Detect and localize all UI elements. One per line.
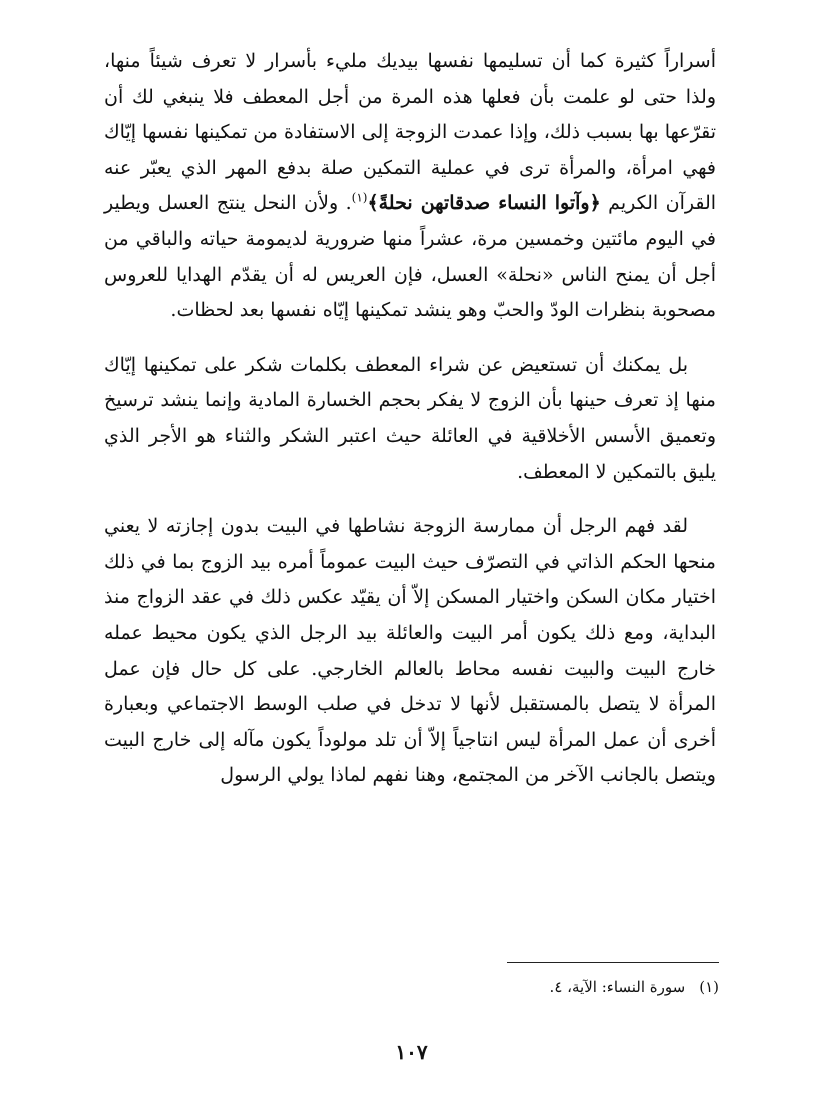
footnote — [107, 975, 719, 999]
paragraph-1-text-after-verse: . ولأن النحل ينتج العسل ويطير في اليوم مائتين وخمسين مرة، عشراً منها ضرورية لديمومة حياته والباقي من أجل أن يمنح الناس «نحلة» العسل، فإن العريس له أن يقدّم الهدايا للعروس مصحوبة بنظرات الودّ والحبّ وهو ينشد تمكينها إيّاه نفسها بعد لحظات. — [104, 192, 716, 322]
footnote-number: (١) — [699, 978, 719, 996]
body-text — [104, 44, 716, 794]
quran-verse: ﴿وآتوا النساء صدقاتهن نحلةً﴾ — [367, 192, 601, 215]
footnote-text: سورة النساء: الآية، ٤. — [549, 978, 686, 996]
paragraph-3: لقد فهم الرجل أن ممارسة الزوجة نشاطها في البيت بدون إجازته لا يعني منحها الحكم الذاتي في التصرّف حيث البيت عموماً أمره بيد الزوج بما في ذلك اختيار مكان السكن واختيار المسكن إلاّ أن يقيّد عكس ذلك في عقد الزواج منذ البداية، ومع ذلك يكون أمر البيت والعائلة بيد الرجل الذي يكون محيط عمله خارج البيت والبيت نفسه محاط بالعالم الخارجي. على كل حال فإن عمل المرأة لا يتصل بالمستقبل لأنها لا تدخل في صلب الوسط الاجتماعي وبعبارة أخرى أن عمل المرأة ليس انتاجياً إلاّ أن تلد مولوداً يكون مآله إلى خارج البيت ويتصل بالجانب الآخر من المجتمع، وهنا نفهم لماذا يولي الرسول — [104, 515, 716, 787]
footnote-reference: (١) — [351, 191, 368, 206]
paragraph-1-text-before-verse: أسراراً كثيرة كما أن تسليمها نفسها بيديك مليء بأسرار لا تعرف شيئاً منها، ولذا حتى لو علمت بأن فعلها هذه المرة من أجل المعطف فلا ينبغي لك أن تقرّعها بها بسبب ذلك، وإذا عمدت الزوجة إلى الاستفادة من تمكينها نفسها إيّاك فهي امرأة، والمرأة ترى في عملية التمكين صلة بدفع المهر الذي يعبّر عنه القرآن الكريم — [104, 50, 717, 215]
page-number: ١٠٧ — [395, 1040, 428, 1064]
footnote-divider — [507, 962, 719, 963]
paragraph-2: بل يمكنك أن تستعيض عن شراء المعطف بكلمات شكر على تمكينها إيّاك منها إذ تعرف حينها بأن الزوج لا يفكر بحجم الخسارة المادية وإنما ينشد ترسيخ وتعميق الأسس الأخلاقية في العائلة حيث اعتبر الشكر والثناء هو الأجر الذي يليق بالتمكين لا المعطف. — [104, 353, 716, 483]
paragraph-1 — [104, 44, 716, 329]
